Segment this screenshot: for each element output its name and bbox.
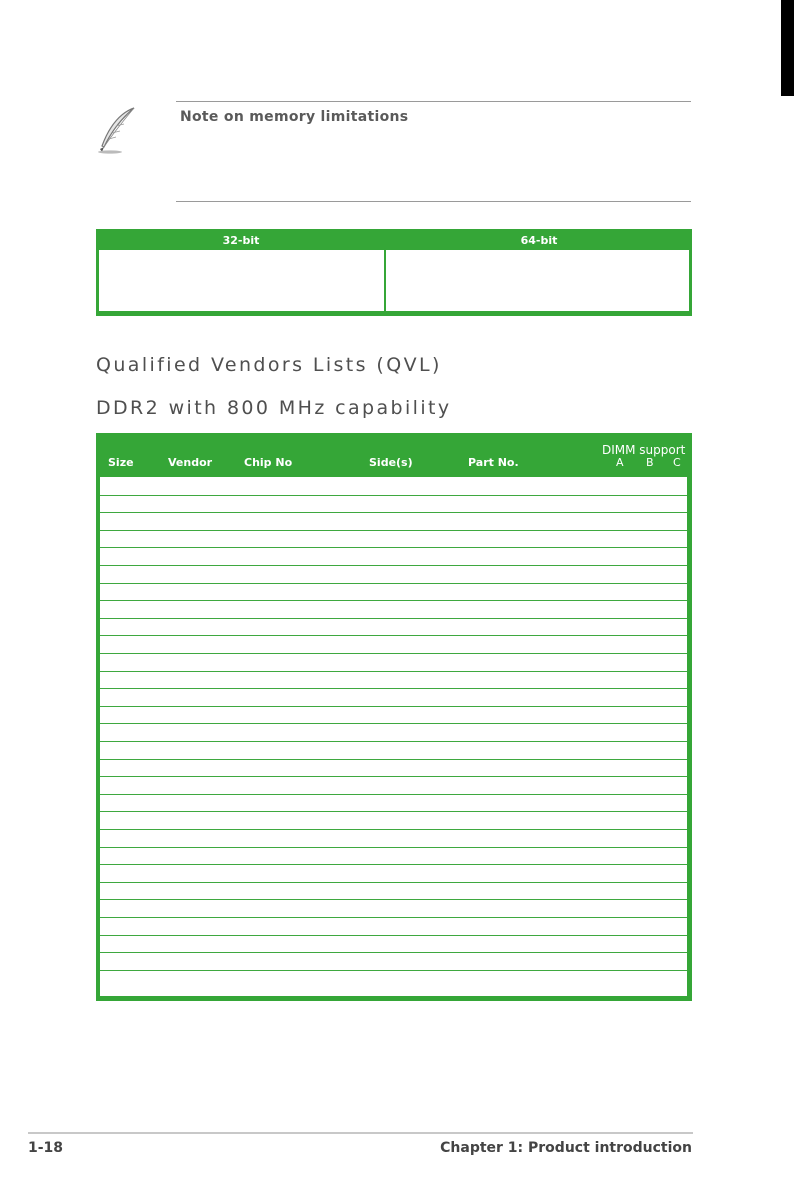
note-title: Note on memory limitations [180, 109, 409, 125]
table-row-divider [100, 741, 687, 742]
col-size: Size [108, 456, 134, 469]
footer-rule [28, 1132, 693, 1134]
qvl-heading: Qualified Vendors Lists (QVL) [96, 354, 442, 376]
col-chip-no: Chip No [244, 456, 293, 469]
table-row-divider [100, 706, 687, 707]
table-row-divider [100, 829, 687, 830]
table-row-divider [100, 935, 687, 936]
table-row-divider [100, 583, 687, 584]
memory-limitation-table [96, 229, 692, 316]
table-row-divider [100, 530, 687, 531]
table-row-divider [100, 723, 687, 724]
qvl-table-body [100, 477, 687, 996]
col-dimm-a: A [616, 456, 624, 469]
note-top-rule [176, 101, 691, 102]
col-part-no: Part No. [468, 456, 519, 469]
table-row-divider [100, 970, 687, 971]
table-row-divider [100, 847, 687, 848]
feather-pen-icon [94, 106, 138, 154]
table-row-divider [100, 759, 687, 760]
cell-32-bit [99, 250, 384, 311]
table-row-divider [100, 688, 687, 689]
ddr2-heading: DDR2 with 800 MHz capability [96, 397, 452, 419]
table-row-divider [100, 864, 687, 865]
table-row-divider [100, 899, 687, 900]
table-row-divider [100, 671, 687, 672]
col-dimm-b: B [646, 456, 654, 469]
col-dimm-c: C [673, 456, 681, 469]
table-row-divider [100, 917, 687, 918]
table-row-divider [100, 618, 687, 619]
col-dimm-support: DIMM support [602, 443, 686, 457]
col-sides: Side(s) [369, 456, 413, 469]
table-row-divider [100, 495, 687, 496]
qvl-table [96, 433, 692, 1001]
page-number: 1-18 [28, 1140, 64, 1156]
table-row-divider [100, 565, 687, 566]
table-row-divider [100, 776, 687, 777]
table-row-divider [100, 952, 687, 953]
table-row-divider [100, 653, 687, 654]
table-row-divider [100, 794, 687, 795]
cell-64-bit [386, 250, 689, 311]
header-32-bit: 32-bit [222, 234, 260, 247]
table-row-divider [100, 882, 687, 883]
table-row-divider [100, 600, 687, 601]
table-row-divider [100, 547, 687, 548]
chapter-edge-tab [781, 0, 794, 96]
note-bottom-rule [176, 201, 691, 202]
table-row-divider [100, 635, 687, 636]
header-64-bit: 64-bit [520, 234, 558, 247]
chapter-title: Chapter 1: Product introduction [440, 1140, 692, 1156]
table-row-divider [100, 512, 687, 513]
col-vendor: Vendor [168, 456, 213, 469]
table-row-divider [100, 811, 687, 812]
